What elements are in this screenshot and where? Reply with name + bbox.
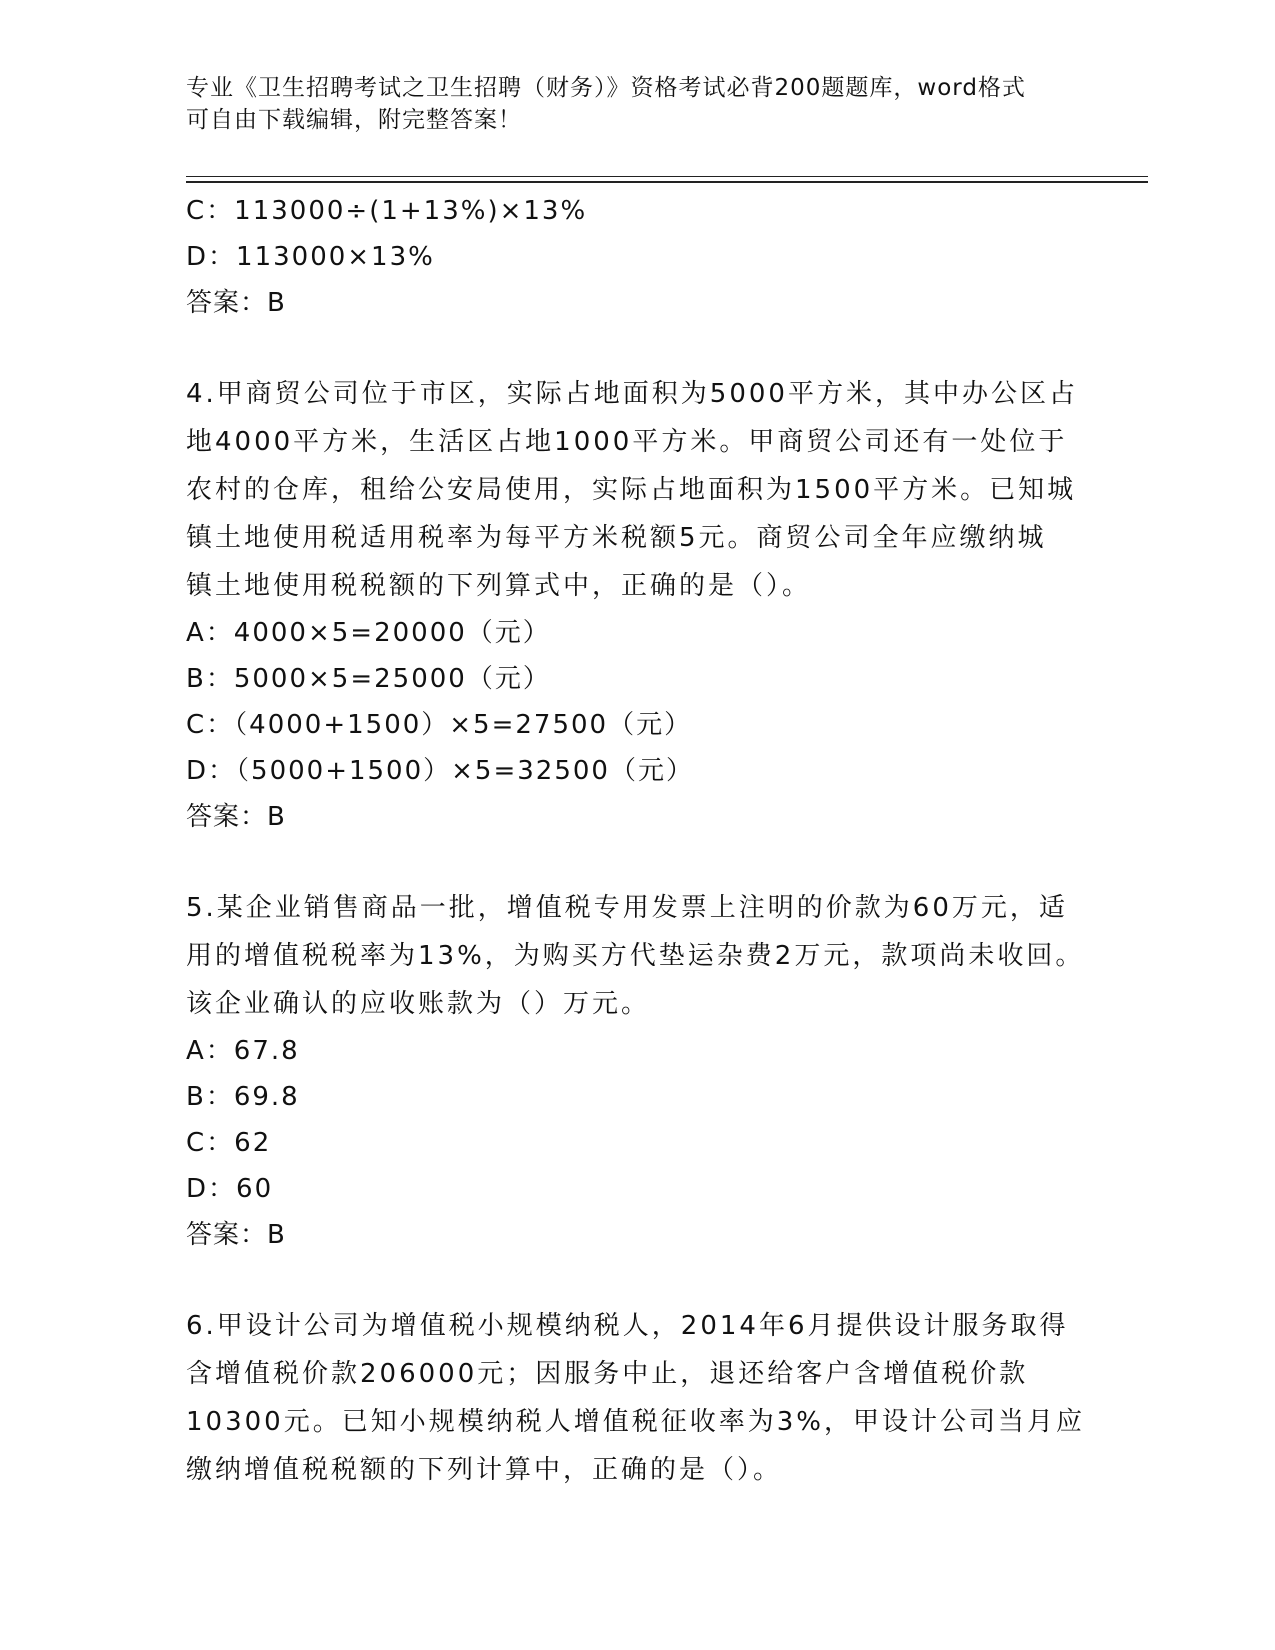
- option-c: C：62: [186, 1128, 272, 1158]
- question-stem-line: 4.甲商贸公司位于市区，实际占地面积为5000平方米，其中办公区占: [186, 379, 1078, 409]
- question-continuation: [186, 188, 1086, 326]
- option-b: B：69.8: [186, 1082, 300, 1112]
- answer-line: 答案：B: [186, 288, 286, 318]
- question-5: [186, 884, 1086, 1258]
- header-divider: [186, 176, 1148, 177]
- option-a: A：4000×5=20000（元）: [186, 618, 551, 648]
- question-stem-line: 镇土地使用税税额的下列算式中，正确的是（）。: [186, 571, 812, 601]
- option-c: C：（4000+1500）×5=27500（元）: [186, 710, 693, 740]
- question-stem-line: 缴纳增值税税额的下列计算中，正确的是（）。: [186, 1455, 783, 1485]
- option-a: A：67.8: [186, 1036, 300, 1066]
- question-stem-line: 5.某企业销售商品一批，增值税专用发票上注明的价款为60万元，适: [186, 893, 1068, 923]
- question-stem-line: 该企业确认的应收账款为（）万元。: [186, 989, 651, 1019]
- header-line: 可自由下载编辑，附完整答案！: [186, 107, 522, 133]
- document-body: [186, 188, 1086, 1494]
- question-stem-line: 农村的仓库，租给公安局使用，实际占地面积为1500平方米。已知城: [186, 475, 1077, 505]
- header-divider: [186, 181, 1148, 183]
- option-c: C：113000÷(1+13%)×13%: [186, 196, 588, 226]
- question-4: [186, 370, 1086, 840]
- option-d: D：60: [186, 1174, 274, 1204]
- option-d: D：113000×13%: [186, 242, 435, 272]
- question-stem-line: 用的增值税税率为13%，为购买方代垫运杂费2万元，款项尚未收回。: [186, 941, 1085, 971]
- question-stem-line: 6.甲设计公司为增值税小规模纳税人，2014年6月提供设计服务取得: [186, 1311, 1069, 1341]
- header-line: 专业《卫生招聘考试之卫生招聘（财务）》资格考试必背200题题库，word格式: [186, 75, 1026, 101]
- question-stem-line: 含增值税价款206000元；因服务中止，退还给客户含增值税价款: [186, 1359, 1029, 1389]
- question-stem-line: 10300元。已知小规模纳税人增值税征收率为3%，甲设计公司当月应: [186, 1407, 1085, 1437]
- question-stem-line: 镇土地使用税适用税率为每平方米税额5元。商贸公司全年应缴纳城: [186, 523, 1047, 553]
- answer-line: 答案：B: [186, 1220, 286, 1250]
- answer-line: 答案：B: [186, 802, 286, 832]
- option-d: D：（5000+1500）×5=32500（元）: [186, 756, 694, 786]
- question-6: [186, 1302, 1086, 1494]
- question-stem-line: 地4000平方米，生活区占地1000平方米。甲商贸公司还有一处位于: [186, 427, 1068, 457]
- option-b: B：5000×5=25000（元）: [186, 664, 551, 694]
- page-header: [186, 72, 1066, 136]
